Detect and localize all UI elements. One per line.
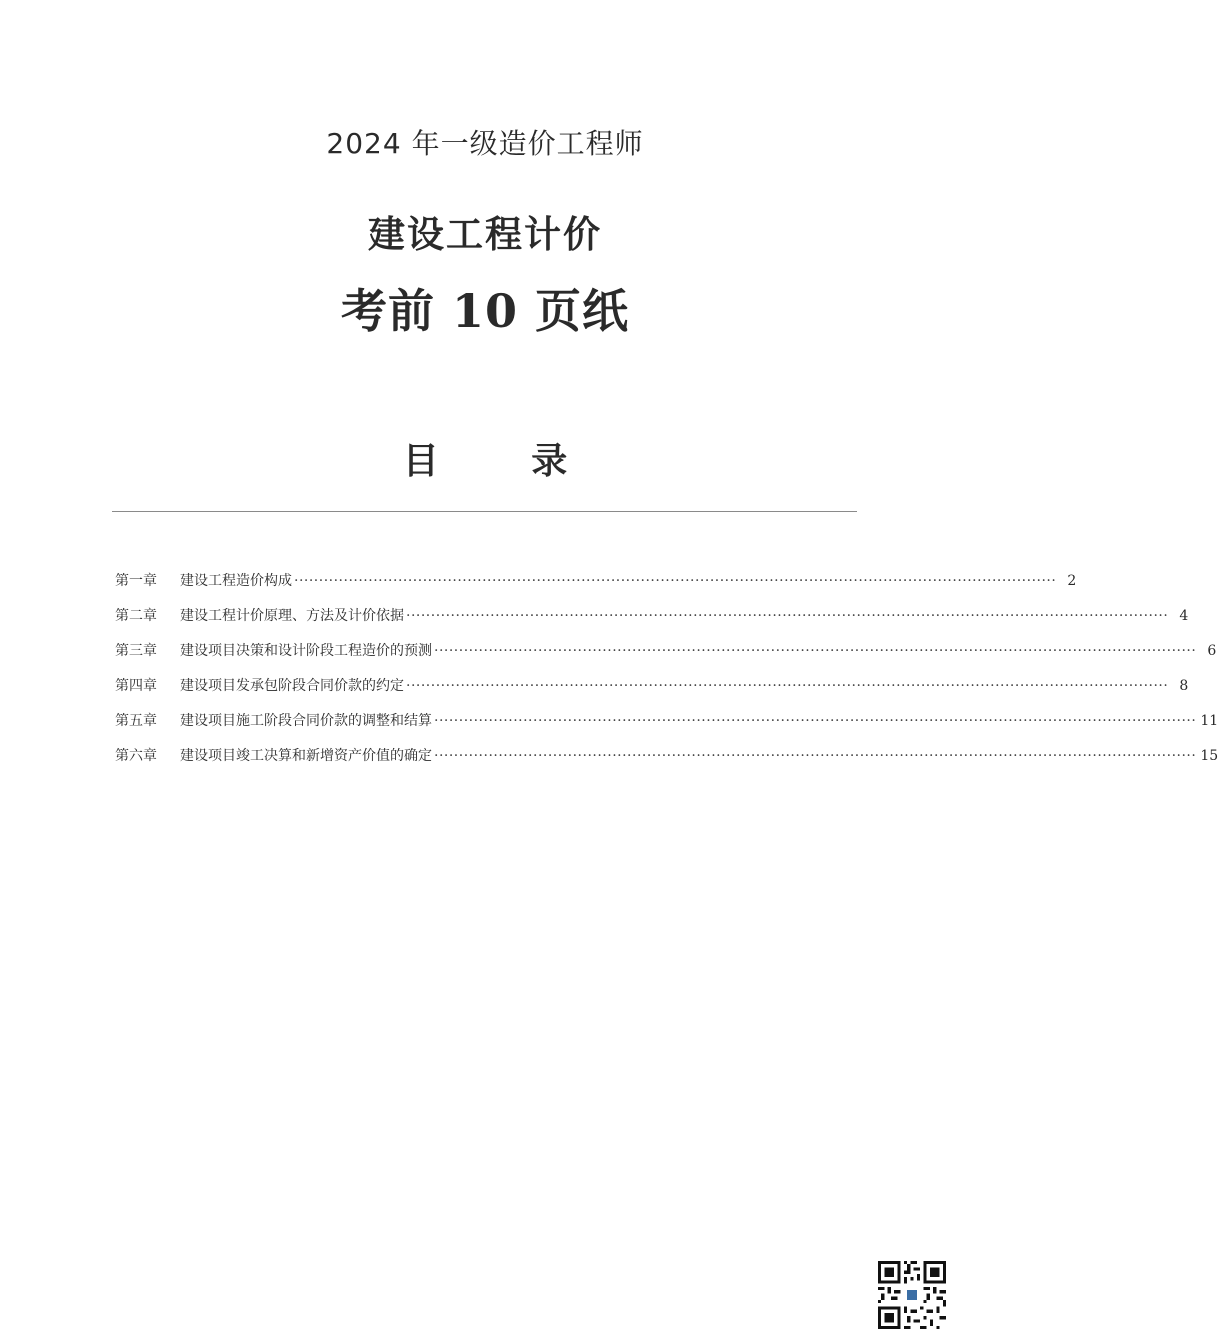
toc-chapter-title: 建设项目施工阶段合同价款的调整和结算 <box>180 713 432 729</box>
toc-heading: 目 录 <box>402 440 608 482</box>
toc-page-number: 2 <box>1067 573 1077 589</box>
toc-chapter-label: 第三章 <box>115 643 157 659</box>
toc-dot-leader: ·························································································································································· <box>406 678 1169 694</box>
toc-item[interactable] <box>115 640 1217 675</box>
toc-chapter-label: 第五章 <box>115 713 157 729</box>
document-title: 建设工程计价 <box>368 213 602 256</box>
toc-chapter-label: 第六章 <box>115 748 157 764</box>
qr-code-icon[interactable] <box>878 1261 946 1329</box>
table-of-contents <box>115 570 1218 780</box>
toc-chapter-label: 第一章 <box>115 573 157 589</box>
toc-chapter-title: 建设项目发承包阶段合同价款的约定 <box>180 678 404 694</box>
divider-rule <box>112 511 857 512</box>
toc-chapter-title: 建设工程计价原理、方法及计价依据 <box>180 608 404 624</box>
toc-chapter-label: 第二章 <box>115 608 157 624</box>
toc-chapter-title: 建设项目竣工决算和新增资产价值的确定 <box>180 748 432 764</box>
toc-item[interactable] <box>115 605 1189 640</box>
toc-page-number: 6 <box>1207 643 1217 659</box>
toc-item[interactable] <box>115 710 1218 745</box>
toc-page-number: 8 <box>1179 678 1189 694</box>
toc-item[interactable] <box>115 745 1218 780</box>
toc-chapter-label: 第四章 <box>115 678 157 694</box>
toc-dot-leader: ·························································································································································· <box>294 573 1057 589</box>
toc-dot-leader: ·························································································································································· <box>434 713 1197 729</box>
toc-dot-leader: ·························································································································································· <box>406 608 1169 624</box>
toc-dot-leader: ·························································································································································· <box>434 748 1197 764</box>
toc-chapter-title: 建设项目决策和设计阶段工程造价的预测 <box>180 643 432 659</box>
document-subtitle: 考前 10 页纸 <box>340 284 630 338</box>
toc-chapter-title: 建设工程造价构成 <box>180 573 292 589</box>
toc-item[interactable] <box>115 570 1077 605</box>
toc-page-number: 11 <box>1200 713 1218 729</box>
exam-subtitle: 2024 年一级造价工程师 <box>326 127 644 160</box>
toc-page-number: 15 <box>1200 748 1218 764</box>
toc-item[interactable] <box>115 675 1189 710</box>
toc-page-number: 4 <box>1179 608 1189 624</box>
toc-dot-leader: ·························································································································································· <box>434 643 1197 659</box>
